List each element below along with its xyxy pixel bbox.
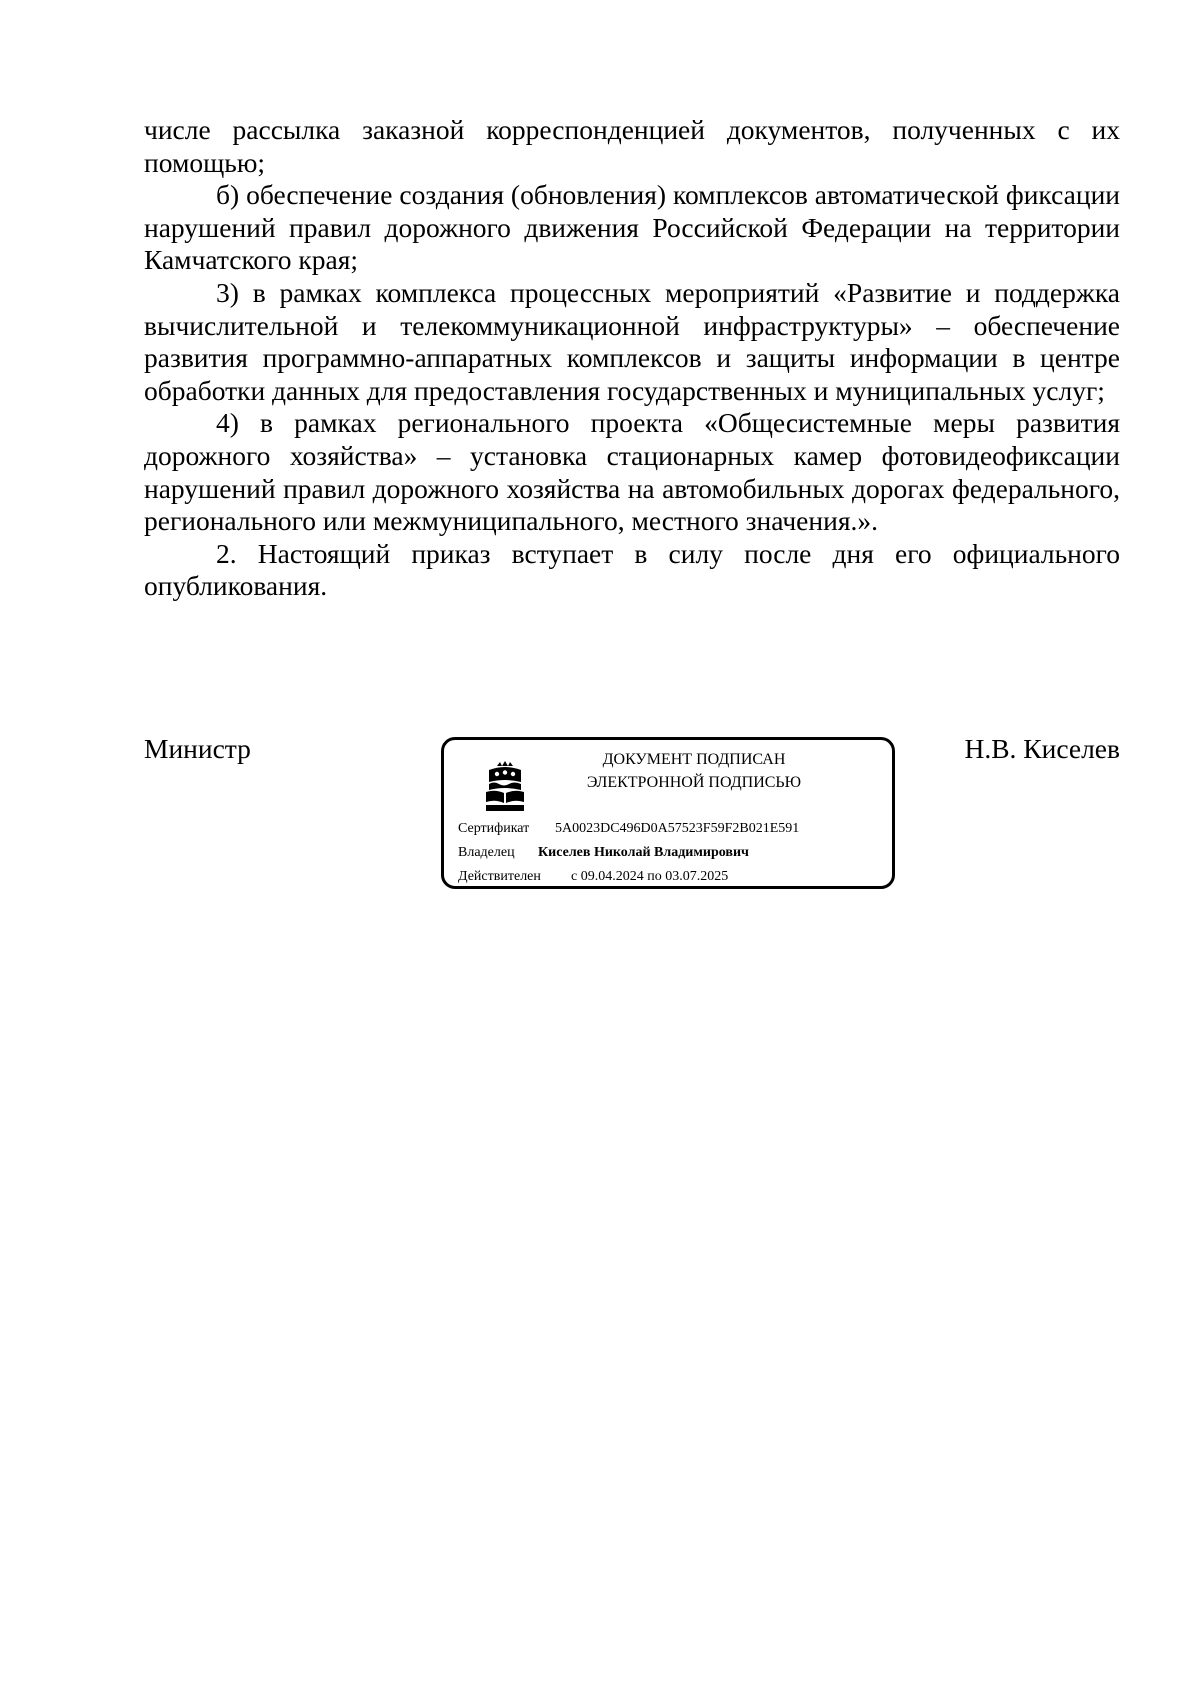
certificate-label: Сертификат (458, 821, 530, 836)
stamp-heading-line-1: ДОКУМЕНТ ПОДПИСАН (602, 751, 786, 768)
paragraph-1: числе рассылка заказной корреспонденцией документов, полученных с их помощью; (144, 114, 1120, 178)
owner-label: Владелец (458, 845, 515, 860)
validity-value: с 09.04.2024 по 03.07.2025 (571, 869, 729, 884)
paragraph-5: 2. Настоящий приказ вступает в силу после дня его официального опубликования. (144, 537, 1120, 602)
paragraph-4: 4) в рамках регионального проекта «Общесистемные меры развития дорожного хозяйства» – установка стационарных камер фотовидеофиксации нарушений правил дорожного хозяйства на автомобильных дорогах федерального, регионального или межмуниципального, местного значения.». (144, 407, 1120, 537)
signatory-title: Министр (144, 733, 251, 764)
stamp-certificate-row (458, 819, 800, 839)
electronic-signature-stamp (441, 737, 895, 889)
validity-label: Действителен (458, 869, 541, 884)
paragraph-2: б) обеспечение создания (обновления) комплексов автоматической фиксации нарушений правил дорожного движения Российской Федерации на территории Камчатского края; (144, 179, 1120, 276)
stamp-owner-row (458, 843, 749, 863)
owner-value: Киселев Николай Владимирович (538, 845, 749, 860)
certificate-value: 5A0023DC496D0A57523F59F2B021E591 (555, 821, 800, 836)
stamp-heading (544, 748, 844, 794)
stamp-validity-row (458, 867, 729, 887)
paragraph-3: 3) в рамках комплекса процессных мероприятий «Развитие и поддержка вычислительной и телекоммуникационной инфраструктуры» – обеспечение развития программно-аппаратных комплексов и защиты информации в центре обработки данных для предоставления государственных и муниципальных услуг; (144, 276, 1120, 406)
document-body (144, 114, 1120, 603)
coat-of-arms-icon (482, 760, 528, 812)
stamp-heading-line-2: ЭЛЕКТРОННОЙ ПОДПИСЬЮ (586, 774, 802, 791)
signatory-name: Н.В. Киселев (964, 733, 1120, 764)
signature-block (144, 733, 1120, 903)
